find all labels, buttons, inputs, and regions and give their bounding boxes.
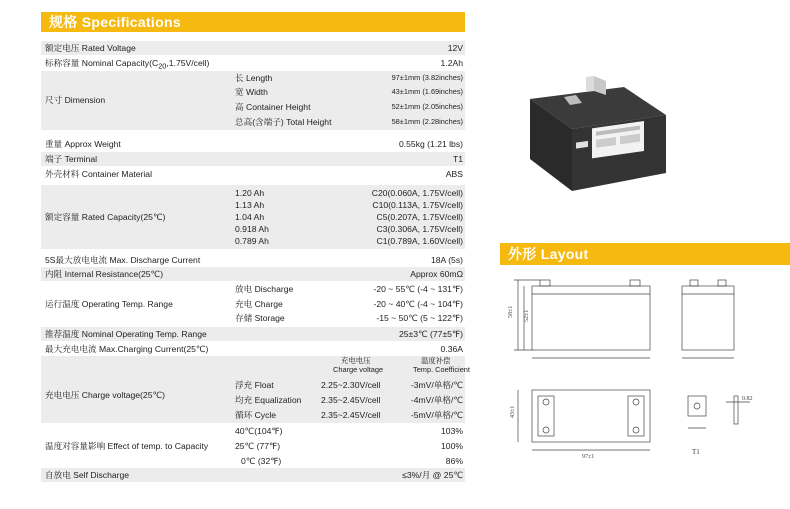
temp-effect-label: 温度对容量影响 Effect of temp. to Capacity <box>45 441 209 451</box>
max-discharge-value: 18A (5s) <box>430 255 463 265</box>
dimension-label: 尺寸 Dimension <box>45 95 106 105</box>
row-container <box>41 167 465 182</box>
max-charging-label: 最大充电电流 Max.Charging Current(25℃) <box>45 344 209 354</box>
capacity-c1: 0.789 Ah <box>235 236 269 246</box>
rate-c5: C5(0.207A, 1.75V/cell) <box>376 212 463 222</box>
battery-product-image <box>516 63 676 200</box>
nominal-temp-label: 推荐温度 Nominal Operating Temp. Range <box>45 329 207 339</box>
charge-temp-label: 充电 Charge <box>235 299 283 309</box>
container-value: ABS <box>445 169 463 179</box>
dimension-total-height-value: 58±1mm (2.28inches) <box>391 117 463 126</box>
temp-0-value: 86% <box>445 456 463 466</box>
discharge-temp-value: -20 ~ 55℃ (-4 ~ 131℉) <box>373 284 463 294</box>
temp-40-label: 40℃(104℉) <box>235 426 283 436</box>
layout-header: 外形 Layout <box>500 243 790 265</box>
max-charging-value: 0.36A <box>440 344 463 354</box>
nominal-capacity-label: 标称容量 Nominal $Capacity(C_{20},1.75V/cell)$ <box>45 58 210 71</box>
row-temp-effect <box>41 424 465 468</box>
operating-temp-label: 运行温度 Operating Temp. Range <box>45 299 173 309</box>
weight-label: 重量 Approx Weight <box>45 139 121 149</box>
row-weight <box>41 137 465 152</box>
rated-voltage-value: 12V <box>447 43 463 53</box>
charge-voltage-label: 充电电压 Charge voltage(25℃) <box>45 390 165 400</box>
terminal-value: T1 <box>452 154 463 164</box>
weight-value: 0.55kg (1.21 lbs) <box>398 139 463 149</box>
discharge-temp-label: 放电 Discharge <box>235 284 294 294</box>
length-dim: 97±1 <box>582 454 595 460</box>
cycle-label: 循环 Cycle <box>235 410 277 420</box>
dimension-total-height-label: 总高(含端子) Total Height <box>235 117 332 127</box>
container-height-dim: 52±1 <box>524 309 530 322</box>
layout-technical-drawing <box>510 278 785 468</box>
cycle-voltage: 2.35~2.45V/cell <box>321 410 381 420</box>
terminal-thickness-dim: 0.82 <box>742 396 753 402</box>
terminal-label: T1 <box>692 448 700 456</box>
row-charge-voltage <box>41 356 470 424</box>
temp-40-value: 103% <box>441 426 463 436</box>
row-nominal-temp <box>41 327 465 342</box>
float-voltage: 2.25~2.30V/cell <box>321 380 381 390</box>
specifications-header: 规格 Specifications <box>41 12 465 32</box>
max-discharge-label: 5S最大放电电流 Max. Discharge Current <box>45 255 201 265</box>
row-self-discharge <box>41 468 465 483</box>
rate-c1: C1(0.789A, 1.60V/cell) <box>376 236 463 246</box>
equalization-voltage: 2.35~2.45V/cell <box>321 395 381 405</box>
internal-resistance-label: 内阻 Internal Resistance(25℃) <box>45 269 164 279</box>
nominal-capacity-value: 1.2Ah <box>440 58 463 68</box>
self-discharge-value: ≤3%/月 @ 25℃ <box>402 470 463 480</box>
internal-resistance-value: Approx 60mΩ <box>410 269 463 279</box>
cycle-coef: -5mV/单格/℃ <box>410 410 463 420</box>
terminal-label: 端子 Terminal <box>45 154 98 164</box>
charge-voltage-col-cn: 充电电压 <box>341 356 371 365</box>
rate-c20: C20(0.060A, 1.75V/cell) <box>371 188 463 198</box>
row-max-discharge <box>41 253 465 267</box>
temp-coef-col-en: Temp. Coefficient <box>413 365 470 374</box>
container-label: 外壳材料 Container Material <box>45 169 152 179</box>
capacity-c5: 1.04 Ah <box>235 212 265 222</box>
capacity-c3: 0.918 Ah <box>235 224 269 234</box>
dimension-width-value: 43±1mm (1.69inches) <box>391 87 463 96</box>
capacity-c20: 1.20 Ah <box>235 188 265 198</box>
rate-c3: C3(0.306A, 1.75V/cell) <box>376 224 463 234</box>
row-terminal <box>41 152 465 167</box>
storage-temp-label: 存储 Storage <box>235 313 285 323</box>
specifications-table <box>41 41 470 483</box>
row-rated-voltage <box>41 41 465 56</box>
temp-25-label: 25℃ (77℉) <box>235 441 281 451</box>
float-coef: -3mV/单格/℃ <box>410 380 463 390</box>
float-label: 浮充 Float <box>235 380 274 390</box>
temp-0-label: 0℃ (32℉) <box>241 456 282 466</box>
self-discharge-label: 自放电 Self Discharge <box>45 470 130 480</box>
charge-voltage-col-en: Charge voltage <box>333 365 384 374</box>
rate-c10: C10(0.113A, 1.75V/cell) <box>372 200 463 210</box>
storage-temp-value: -15 ~ 50℃ (5 ~ 122℉) <box>376 313 463 323</box>
dimension-width-label: 宽 Width <box>235 87 268 97</box>
row-nominal-capacity <box>41 56 465 71</box>
capacity-c10: 1.13 Ah <box>235 200 265 210</box>
row-dimension <box>41 71 465 131</box>
width-dim: 43±1 <box>510 405 516 418</box>
nominal-temp-value: 25±3℃ (77±5℉) <box>398 329 463 339</box>
row-internal-resistance <box>41 267 465 282</box>
dimension-length-value: 97±1mm (3.82inches) <box>391 73 463 82</box>
temp-25-value: 100% <box>441 441 463 451</box>
dimension-height-value: 52±1mm (2.05inches) <box>391 102 463 111</box>
equalization-label: 均充 Equalization <box>235 395 302 405</box>
row-max-charging <box>41 342 465 356</box>
row-operating-temp <box>41 282 465 327</box>
charge-temp-value: -20 ~ 40℃ (-4 ~ 104℉) <box>373 299 463 309</box>
dimension-height-label: 高 Container Height <box>235 102 311 112</box>
total-height-dim: 58±1 <box>508 305 514 318</box>
equalization-coef: -4mV/单格/℃ <box>410 395 463 405</box>
dimension-length-label: 长 Length <box>235 73 273 83</box>
temp-coef-col-cn: 温度补偿 <box>421 356 451 365</box>
row-rated-capacity <box>41 185 465 250</box>
rated-voltage-label: 额定电压 Rated Voltage <box>45 43 136 53</box>
rated-capacity-label: 额定容量 Rated Capacity(25℃) <box>45 212 166 222</box>
